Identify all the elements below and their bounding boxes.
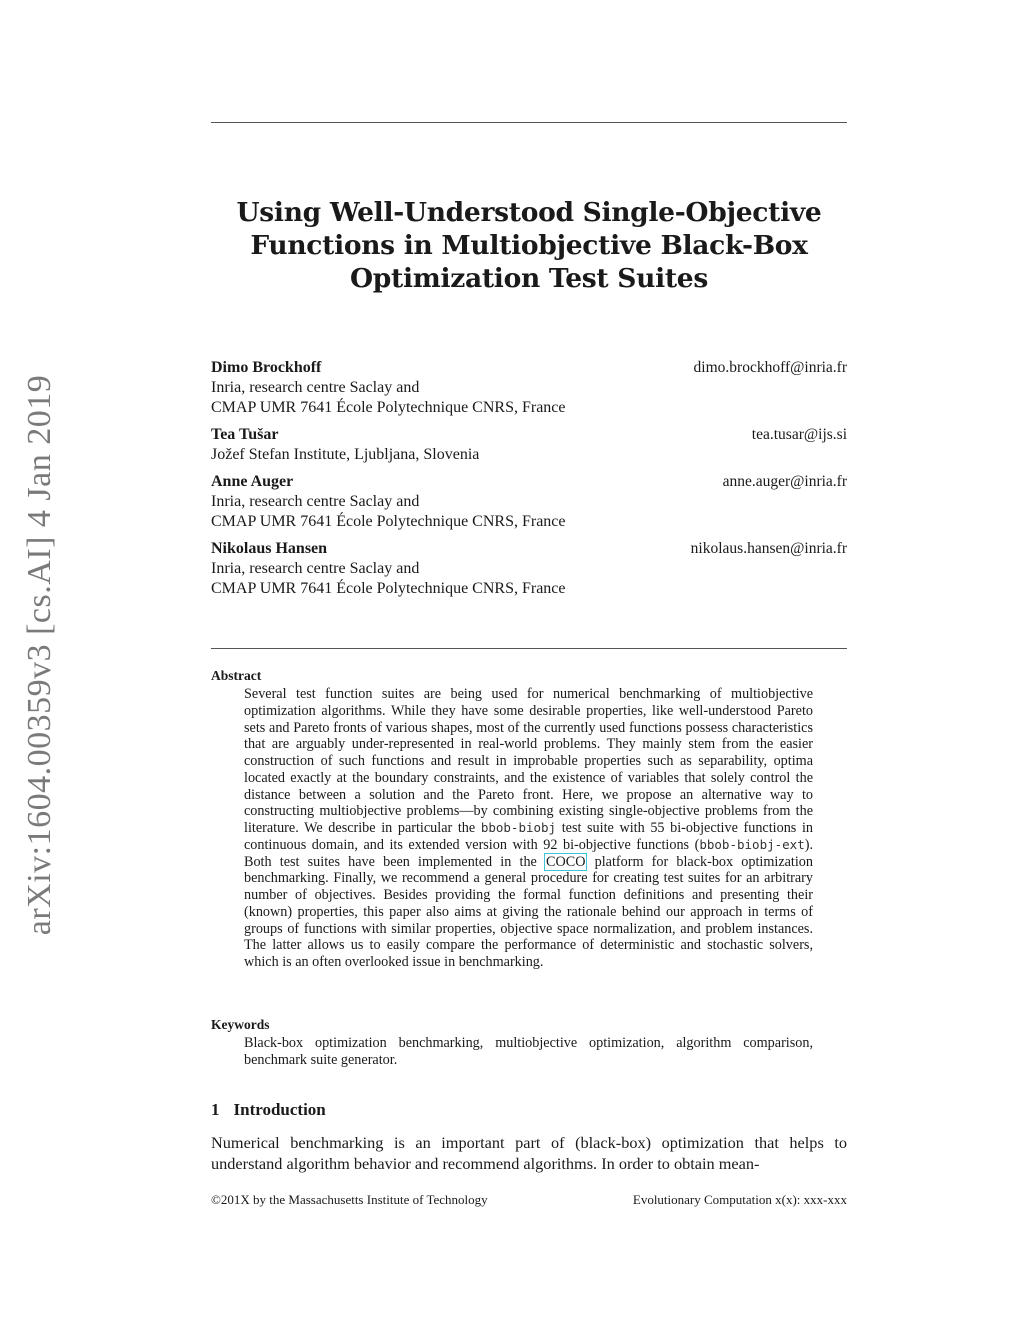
abstract-text-1: Several test function suites are being used for numerical benchmarking of multiobjective optimization algorithms. While they have some desirable properties, like well-understood Pareto sets and Pareto fronts of various shapes, most of the currently used functions possess characteristics that are arguably under-represented in real-world problems. They mainly stem from the easier construction of such functions and result in improbable properties such as separability, optima located exactly at the boundary constraints, and the existence of variables that solely control the distance between a solution and the Pareto front. Here, we propose an alternative way to constructing multiobjective problems—by combining existing single-objective problems from the literature. We describe in particular the: [244, 686, 813, 836]
author-affiliation: CMAP UMR 7641 École Polytechnique CNRS, France: [211, 580, 566, 597]
paper-title: [211, 196, 847, 295]
author-name: Anne Auger: [211, 473, 294, 490]
copyright-footer: ©201X by the Massachusetts Institute of Technology: [211, 1192, 488, 1207]
top-rule: [211, 122, 847, 123]
abstract-heading: Abstract: [211, 668, 262, 683]
arxiv-stamp: arXiv:1604.00359v3 [cs.AI] 4 Jan 2019: [21, 374, 58, 936]
journal-footer: Evolutionary Computation x(x): xxx-xxx: [632, 1192, 847, 1207]
author-affiliation: CMAP UMR 7641 École Polytechnique CNRS, France: [211, 399, 566, 416]
author-name: Tea Tušar: [211, 426, 279, 443]
section-title: Introduction: [233, 1100, 326, 1119]
suite-name-code: bbob-biobj: [480, 820, 557, 835]
author-block: [211, 539, 847, 599]
keywords-heading: Keywords: [211, 1017, 270, 1032]
author-list: [211, 358, 847, 606]
author-email[interactable]: tea.tusar@ijs.si: [751, 426, 847, 443]
section-heading-introduction: [211, 1100, 326, 1120]
author-name: Dimo Brockhoff: [211, 359, 322, 376]
author-email[interactable]: anne.auger@inria.fr: [722, 473, 847, 490]
abstract-body: [244, 686, 813, 971]
section-rule: [211, 648, 847, 649]
author-block: [211, 358, 847, 418]
author-affiliation: CMAP UMR 7641 École Polytechnique CNRS, France: [211, 513, 566, 530]
author-affiliation: Inria, research centre Saclay and: [211, 493, 420, 510]
keywords-body: Black-box optimization benchmarking, multiobjective optimization, algorithm comparison, benchmark suite generator.: [244, 1035, 813, 1068]
abstract-text-2: test suite with 55 bi-objective functions in continuous domain, and its extended version with 92 bi-objective functions (: [244, 820, 813, 853]
author-affiliation: Jožef Stefan Institute, Ljubljana, Slovenia: [211, 446, 480, 463]
title-line-3: Optimization Test Suites: [350, 263, 708, 294]
section-number: 1: [211, 1100, 220, 1119]
coco-link[interactable]: COCO: [546, 853, 586, 870]
author-email[interactable]: nikolaus.hansen@inria.fr: [690, 540, 847, 557]
author-affiliation: Inria, research centre Saclay and: [211, 560, 420, 577]
abstract-text-3: ). Both test suites have been implemented in the: [244, 836, 813, 870]
author-block: [211, 472, 847, 532]
author-block: [211, 425, 847, 465]
introduction-paragraph: Numerical benchmarking is an important part of (black-box) optimization that helps to understand algorithm behavior and recommend algorithms. In order to obtain mean-: [211, 1133, 847, 1173]
title-line-2: Functions in Multiobjective Black-Box: [250, 230, 808, 261]
title-line-1: Using Well-Understood Single-Objective: [236, 197, 822, 228]
abstract-text-4: platform for black-box optimization benchmarking. Finally, we recommend a general procedure for creating test suites for an arbitrary number of objectives. Besides providing the formal function definitions and presenting their (known) properties, this paper also aims at giving the rationale behind our approach in terms of groups of functions with similar properties, objective space normalization, and problem instances. The latter allows us to easily compare the performance of deterministic and stochastic solvers, which is an often overlooked issue in benchmarking.: [244, 853, 813, 970]
author-name: Nikolaus Hansen: [211, 540, 328, 557]
suite-ext-name-code: bbob-biobj-ext: [699, 836, 805, 852]
author-affiliation: Inria, research centre Saclay and: [211, 379, 420, 396]
author-email[interactable]: dimo.brockhoff@inria.fr: [693, 359, 847, 376]
